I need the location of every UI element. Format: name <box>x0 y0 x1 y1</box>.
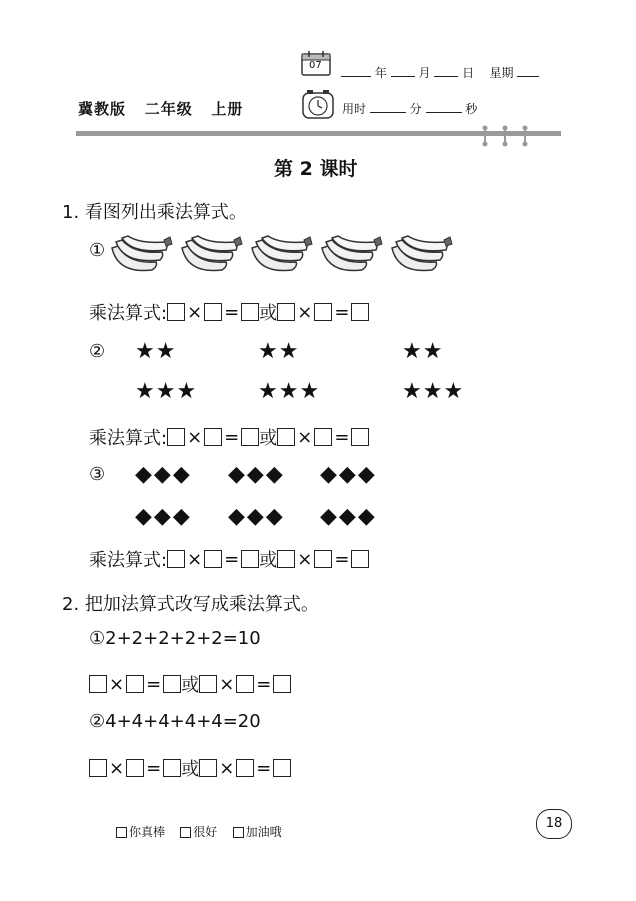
q2-formula-2 <box>89 755 291 781</box>
divider-decoration <box>477 124 537 152</box>
answer-box[interactable] <box>277 303 295 321</box>
answer-box[interactable] <box>351 550 369 568</box>
answer-box[interactable] <box>126 759 144 777</box>
answer-box[interactable] <box>241 303 259 321</box>
equals-sign: = <box>334 301 350 323</box>
equals-sign: = <box>224 548 240 570</box>
q1-item3-label: ③ <box>89 464 106 485</box>
eval-label: 你真棒 <box>129 825 166 839</box>
times-sign: × <box>219 673 235 695</box>
or-label: 或 <box>259 303 278 324</box>
eval-label: 加油哦 <box>245 825 282 839</box>
banana-icon <box>182 236 242 271</box>
equals-sign: = <box>146 673 162 695</box>
answer-box[interactable] <box>89 759 107 777</box>
star-group: ★★★ <box>135 379 198 404</box>
diamond-group: ◆◆◆ <box>135 504 192 529</box>
times-sign: × <box>219 757 235 779</box>
diamond-group: ◆◆◆ <box>228 462 285 487</box>
star-group: ★★ <box>402 339 444 364</box>
answer-box[interactable] <box>314 428 332 446</box>
q1-formula-3 <box>89 546 369 572</box>
answer-box[interactable] <box>204 303 222 321</box>
times-sign: × <box>109 673 125 695</box>
checkbox-keep-going[interactable] <box>233 827 244 838</box>
formula-label: 乘法算式: <box>89 303 168 324</box>
grade: 二年级 <box>144 100 193 118</box>
answer-box[interactable] <box>277 428 295 446</box>
banana-icon <box>392 236 452 271</box>
times-sign: × <box>187 426 203 448</box>
q2-expression-1: ①2+2+2+2+2=10 <box>89 628 261 649</box>
calendar-text: 07 <box>309 60 322 71</box>
equals-sign: = <box>256 757 272 779</box>
or-label: 或 <box>181 759 200 780</box>
minutes-label: 分 <box>409 102 422 116</box>
or-label: 或 <box>259 550 278 571</box>
equals-sign: = <box>224 426 240 448</box>
times-sign: × <box>297 301 313 323</box>
answer-box[interactable] <box>167 303 185 321</box>
banana-icon <box>252 236 312 271</box>
times-sign: × <box>297 426 313 448</box>
times-sign: × <box>187 548 203 570</box>
equals-sign: = <box>256 673 272 695</box>
answer-box[interactable] <box>236 675 254 693</box>
answer-box[interactable] <box>241 428 259 446</box>
answer-box[interactable] <box>236 759 254 777</box>
answer-box[interactable] <box>351 303 369 321</box>
equals-sign: = <box>334 426 350 448</box>
answer-box[interactable] <box>167 428 185 446</box>
q1-item2-label: ② <box>89 341 106 362</box>
year-label: 年 <box>374 66 387 80</box>
diamond-group: ◆◆◆ <box>135 462 192 487</box>
equals-sign: = <box>334 548 350 570</box>
answer-box[interactable] <box>277 550 295 568</box>
answer-box[interactable] <box>314 550 332 568</box>
q1-item1-label: ① <box>89 240 106 261</box>
answer-box[interactable] <box>351 428 369 446</box>
checkbox-good[interactable] <box>180 827 191 838</box>
checkbox-very-good[interactable] <box>116 827 127 838</box>
times-sign: × <box>109 757 125 779</box>
times-sign: × <box>297 548 313 570</box>
book-info <box>78 98 243 119</box>
or-label: 或 <box>259 428 278 449</box>
star-group: ★★★ <box>258 379 321 404</box>
answer-box[interactable] <box>204 428 222 446</box>
month-label: 月 <box>418 66 431 80</box>
answer-box[interactable] <box>199 759 217 777</box>
self-evaluation <box>116 823 282 840</box>
diamond-group: ◆◆◆ <box>320 504 377 529</box>
answer-box[interactable] <box>273 759 291 777</box>
answer-box[interactable] <box>273 675 291 693</box>
q2-formula-1 <box>89 671 291 697</box>
answer-box[interactable] <box>241 550 259 568</box>
q1-formula-1 <box>89 299 369 325</box>
answer-box[interactable] <box>167 550 185 568</box>
star-group: ★★ <box>135 339 177 364</box>
eval-label: 很好 <box>193 825 218 839</box>
answer-box[interactable] <box>126 675 144 693</box>
time-used-label: 用时 <box>342 102 367 116</box>
star-group: ★★★ <box>402 379 465 404</box>
formula-label: 乘法算式: <box>89 550 168 571</box>
q1-formula-2 <box>89 424 369 450</box>
clock-icon <box>301 90 335 124</box>
seconds-label: 秒 <box>465 102 478 116</box>
page-number: 18 <box>536 809 572 839</box>
times-sign: × <box>187 301 203 323</box>
star-group: ★★ <box>258 339 300 364</box>
q1-prompt: 1. 看图列出乘法算式。 <box>62 202 247 223</box>
answer-box[interactable] <box>314 303 332 321</box>
banana-icon <box>112 236 172 271</box>
diamond-group: ◆◆◆ <box>228 504 285 529</box>
or-label: 或 <box>181 675 200 696</box>
equals-sign: = <box>146 757 162 779</box>
volume: 上册 <box>211 100 244 118</box>
answer-box[interactable] <box>204 550 222 568</box>
banana-row <box>108 232 453 282</box>
time-line <box>342 100 477 117</box>
calendar-icon <box>301 50 331 76</box>
lesson-title: 第 2 课时 <box>274 158 358 180</box>
answer-box[interactable] <box>163 675 181 693</box>
answer-box[interactable] <box>89 675 107 693</box>
answer-box[interactable] <box>199 675 217 693</box>
q2-prompt: 2. 把加法算式改写成乘法算式。 <box>62 594 319 615</box>
publisher: 冀教版 <box>78 100 127 118</box>
date-line <box>341 64 539 81</box>
formula-label: 乘法算式: <box>89 428 168 449</box>
day-label: 日 <box>462 66 475 80</box>
weekday-label: 星期 <box>489 66 514 80</box>
equals-sign: = <box>224 301 240 323</box>
answer-box[interactable] <box>163 759 181 777</box>
banana-icon <box>322 236 382 271</box>
q2-expression-2: ②4+4+4+4+4=20 <box>89 711 261 732</box>
diamond-group: ◆◆◆ <box>320 462 377 487</box>
